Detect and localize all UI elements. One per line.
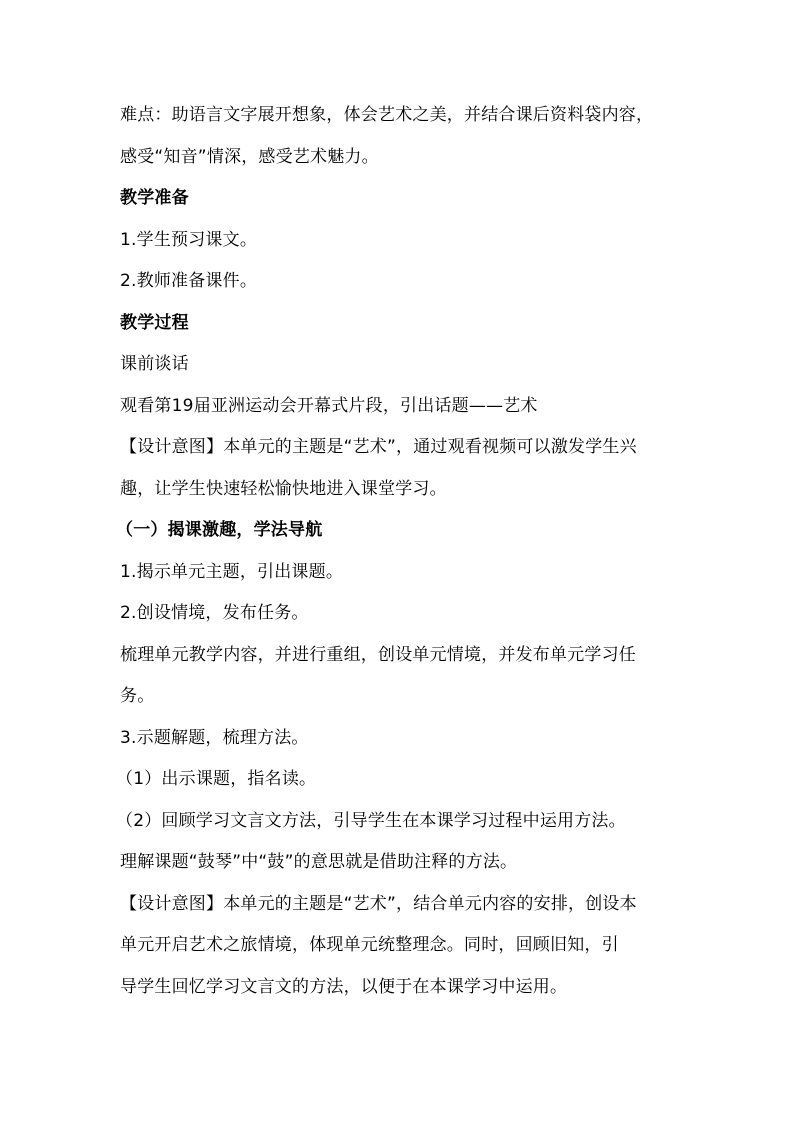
- text-line-asian-games: 观看第19届亚洲运动会开幕式片段，引出话题——艺术: [120, 395, 538, 416]
- section-heading-1: （一）揭课激趣，学法导航: [116, 520, 323, 540]
- list-item-reveal-theme: 1.揭示单元主题，引出课题。: [120, 561, 344, 582]
- design-intent-1: 【设计意图】本单元的主题是“艺术”，通过观看视频可以激发学生兴: [120, 437, 637, 457]
- text-line-unit-content-cont: 务。: [120, 686, 155, 706]
- heading-process: 教学过程: [120, 312, 189, 333]
- design-intent-1-cont: 趣，让学生快速轻松愉快地进入课堂学习。: [120, 478, 447, 499]
- heading-preparation: 教学准备: [120, 188, 189, 208]
- list-item-courseware: 2.教师准备课件。: [120, 271, 258, 291]
- document-body: [116, 95, 680, 1008]
- sub-item-review-methods: （2）回顾学习文言文方法，引导学生在本课学习过程中运用方法。: [116, 810, 626, 831]
- design-intent-2-cont: 单元开启艺术之旅情境，体现单元统整理念。同时，回顾旧知，引: [120, 935, 619, 955]
- text-line-unit-content: 梳理单元教学内容，并进行重组，创设单元情境，并发布单元学习任: [120, 644, 636, 665]
- list-item-create-situation: 2.创设情境，发布任务。: [120, 603, 309, 623]
- design-intent-2-end: 导学生回忆学习文言文的方法，以便于在本课学习中运用。: [120, 976, 568, 997]
- sub-item-show-title: （1）出示课题，指名读。: [116, 769, 317, 789]
- text-line-difficulty: 难点：助语言文字展开想象，体会艺术之美，并结合课后资料袋内容，: [120, 105, 654, 125]
- subheading-pre-class-talk: 课前谈话: [120, 354, 189, 374]
- list-item-interpret-title: 3.示题解题，梳理方法。: [120, 727, 309, 748]
- list-item-preview: 1.学生预习课文。: [120, 229, 258, 250]
- text-line-difficulty-cont: 感受“知音”情深，感受艺术魅力。: [120, 146, 379, 167]
- design-intent-2: 【设计意图】本单元的主题是“艺术”，结合单元内容的安排，创设本: [120, 893, 637, 914]
- text-line-gu-qin: 理解课题“鼓琴”中“鼓”的意思就是借助注释的方法。: [120, 852, 518, 872]
